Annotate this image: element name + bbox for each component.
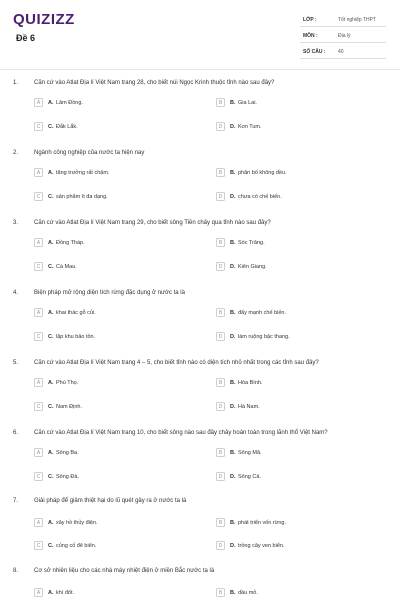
option-letter: C. [48,403,54,410]
option-box: A [34,238,43,247]
option-box: C [34,122,43,131]
option-box: A [34,98,43,107]
option-text: Sóc Trăng. [238,239,265,246]
option-letter: C. [48,123,54,130]
option-letter: C. [48,333,54,340]
meta-row-count [300,45,386,59]
option-letter: A. [48,379,54,386]
option-text: lập khu bảo tồn. [56,333,96,340]
option-letter: D. [230,473,236,480]
option-letter: D. [230,403,236,410]
option-box: B [216,98,225,107]
meta-row-subject [300,29,386,43]
option-box: B [216,378,225,387]
option-letter: D. [230,542,236,549]
option-text: Phú Thọ. [56,379,79,386]
meta-label: MÔN : [303,33,318,39]
meta-label: LỚP : [303,17,317,23]
option-box: D [216,262,225,271]
option-text: phát triển vốn rừng. [238,519,287,526]
option-text: củng cố đê biển. [56,542,97,549]
option-letter: B. [230,449,236,456]
option-letter: D. [230,123,236,130]
option-box: C [34,472,43,481]
option-text: làm ruộng bậc thang. [238,333,290,340]
option-text: Kon Tum. [238,123,262,130]
question-number: 1. [13,80,19,86]
question-number: 3. [13,220,19,226]
meta-label: SỐ CÂU : [303,49,326,55]
option-letter: B. [230,589,236,596]
option-box: B [216,588,225,597]
option-box: B [216,308,225,317]
option-box: B [216,448,225,457]
option-text: phân bố không đều. [238,169,287,176]
option-letter: A. [48,239,54,246]
option-text: dầu mỏ. [238,589,258,596]
option-box: B [216,238,225,247]
worksheet-header [0,0,400,70]
option-text: Đồng Tháp. [56,239,85,246]
option-letter: A. [48,449,54,456]
option-box: D [216,122,225,131]
option-letter: A. [48,99,54,106]
option-text: Nam Định. [56,403,82,410]
option-letter: D. [230,263,236,270]
option-text: đẩy mạnh chế biến. [238,309,287,316]
option-letter: D. [230,193,236,200]
option-text: Sông Ba. [56,449,79,456]
option-letter: B. [230,519,236,526]
meta-value: Địa lý [338,33,351,39]
question-number: 8. [13,568,19,574]
question-text: Cơ sở nhiên liệu cho các nhà máy nhiệt điện ở miền Bắc nước ta là [34,568,215,574]
question-number: 5. [13,360,19,366]
option-box: D [216,541,225,550]
option-box: A [34,378,43,387]
exam-title: Đề 6 [16,33,36,43]
option-box: B [216,518,225,527]
meta-value: 40 [338,49,344,55]
option-letter: B. [230,99,236,106]
question-number: 6. [13,430,19,436]
option-letter: B. [230,239,236,246]
option-text: Kiên Giang. [238,263,267,270]
option-box: C [34,192,43,201]
option-text: Sông Cả. [238,473,261,480]
option-text: Sông Mã. [238,449,262,456]
option-letter: A. [48,169,54,176]
option-letter: B. [230,169,236,176]
option-box: A [34,168,43,177]
option-text: Hòa Bình. [238,379,263,386]
option-text: trồng cây ven biển. [238,542,285,549]
option-text: sản phẩm ít đa dạng. [56,193,108,200]
question-text: Căn cứ vào Atlat Địa lí Việt Nam trang 29, cho biết sông Tiền chảy qua tỉnh nào sau đây? [34,220,271,226]
option-letter: A. [48,309,54,316]
option-letter: B. [230,309,236,316]
option-box: D [216,402,225,411]
option-letter: B. [230,379,236,386]
meta-value: Tốt nghiệp THPT [338,17,376,23]
option-letter: A. [48,519,54,526]
option-letter: C. [48,193,54,200]
question-text: Căn cứ vào Atlat Địa lí Việt Nam trang 4 – 5, cho biết tỉnh nào có diện tích nhỏ nhất trong các tỉnh sau đây? [34,360,319,366]
question-number: 4. [13,290,19,296]
quizizz-logo: QUIZIZZ [13,11,75,28]
option-letter: C. [48,542,54,549]
option-box: A [34,448,43,457]
option-box: A [34,518,43,527]
option-text: Lâm Đồng. [56,99,83,106]
option-box: D [216,472,225,481]
option-text: Đắk Lắk. [56,123,78,130]
option-box: C [34,541,43,550]
option-text: Cà Mau. [56,263,77,270]
question-text: Căn cứ vào Atlat Địa lí Việt Nam trang 28, cho biết núi Ngọc Krinh thuộc tỉnh nào sau đây? [34,80,275,86]
question-number: 7. [13,498,19,504]
question-text: Biện pháp mở rộng diện tích rừng đặc dụng ở nước ta là [34,290,185,296]
question-text: Ngành công nghiệp của nước ta hiện nay [34,150,145,156]
option-text: khai thác gỗ củi. [56,309,96,316]
option-letter: A. [48,589,54,596]
option-letter: C. [48,263,54,270]
option-box: C [34,332,43,341]
option-box: C [34,402,43,411]
option-text: chưa có chế biến. [238,193,282,200]
option-text: Hà Nam. [238,403,260,410]
option-box: D [216,192,225,201]
option-text: Gia Lai. [238,99,257,106]
option-box: D [216,332,225,341]
option-text: Sông Đà. [56,473,79,480]
option-box: A [34,308,43,317]
option-box: B [216,168,225,177]
option-text: xây hồ thủy điện. [56,519,98,526]
meta-row-class [300,13,386,27]
question-number: 2. [13,150,19,156]
option-text: khí đốt. [56,589,75,596]
option-box: C [34,262,43,271]
option-text: tăng trưởng rất chậm. [56,169,110,176]
option-box: A [34,588,43,597]
question-text: Căn cứ vào Atlat Địa lí Việt Nam trang 10, cho biết sông nào sau đây chảy hoàn toàn trong lãnh thổ Việt Nam? [34,430,328,436]
option-letter: D. [230,333,236,340]
question-text: Giải pháp để giảm thiệt hại do lũ quét gây ra ở nước ta là [34,498,187,504]
option-letter: C. [48,473,54,480]
